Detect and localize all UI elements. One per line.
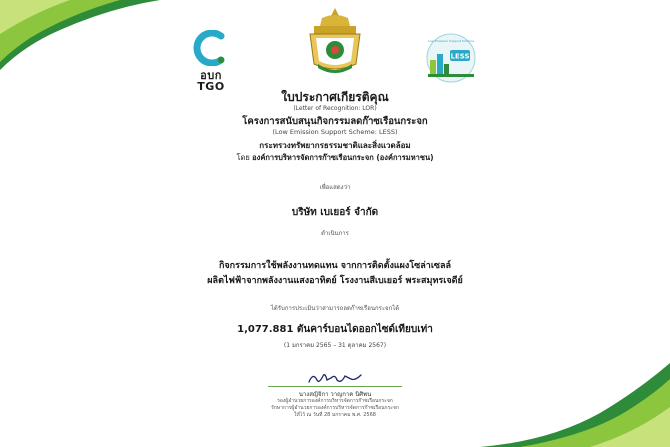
organization-name: องค์การบริหารจัดการก๊าซเรือนกระจก (องค์การมหาชน) [252, 153, 434, 162]
project-name-en: (Low Emission Support Scheme: LESS) [272, 128, 398, 136]
top-left-swoosh [0, 0, 160, 80]
tgo-brand-text: อบก TGO [197, 69, 225, 93]
ministry-name: กระทรวงทรัพยากรธรรมชาติและสิ่งแวดล้อม [259, 141, 411, 150]
assessed-label: ได้รับการประเมินว่าสามารถลดก๊าซเรือนกระจกได้ [270, 305, 400, 312]
signature-mark [305, 370, 365, 386]
signer-position-2: รักษาการผู้อำนวยการองค์การบริหารจัดการก๊าซเรือนกระจก [271, 405, 399, 411]
certify-label: เพื่อแสดงว่า [319, 184, 351, 191]
certificate-title: ใบประกาศเกียรติคุณ [281, 90, 389, 104]
less-brand-text: LESS [450, 52, 470, 61]
organization-line [0, 152, 670, 164]
certificate-subtitle: (Letter of Recognition: LOR) [293, 105, 377, 112]
reduction-amount: 1,077.881 ตันคาร์บอนไดออกไซด์เทียบเท่า [237, 324, 433, 335]
signer-name: นางสญิจิกา วาญกาค นิศิพน [298, 391, 372, 398]
reduction-period: (1 มกราคม 2565 – 31 ตุลาคม 2567) [283, 342, 387, 349]
organization-prefix: โดย [236, 153, 250, 162]
company-name: บริษัท เบเยอร์ จำกัด [291, 207, 379, 218]
tgo-c-icon [191, 30, 231, 66]
activity-line-2: ผลิตไฟฟ้าจากพลังงานแสงอาทิตย์ โรงงานสีเบเยอร์ พระสมุทรเจดีย์ [207, 276, 463, 286]
tgo-logo [186, 30, 236, 96]
signer-position-1: รองผู้อำนวยการองค์การบริหารจัดการก๊าซเรือนกระจก [277, 398, 393, 404]
activity-line-1: กิจกรรมการใช้พลังงานทดแทน จากการติดตั้งแผงโซล่าเซลล์ [218, 261, 452, 271]
organization-seal [300, 6, 370, 76]
operate-label: ดำเนินการ [321, 230, 349, 237]
less-logo [420, 32, 482, 84]
project-name-th: โครงการสนับสนุนกิจกรรมลดก๊าซเรือนกระจก [242, 116, 428, 127]
issue-date: ให้ไว้ ณ วันที่ 28 มกราคม พ.ศ. 2568 [294, 412, 376, 418]
less-caption-text: Low Emission Support Scheme [427, 39, 475, 43]
signature-line [268, 386, 402, 387]
